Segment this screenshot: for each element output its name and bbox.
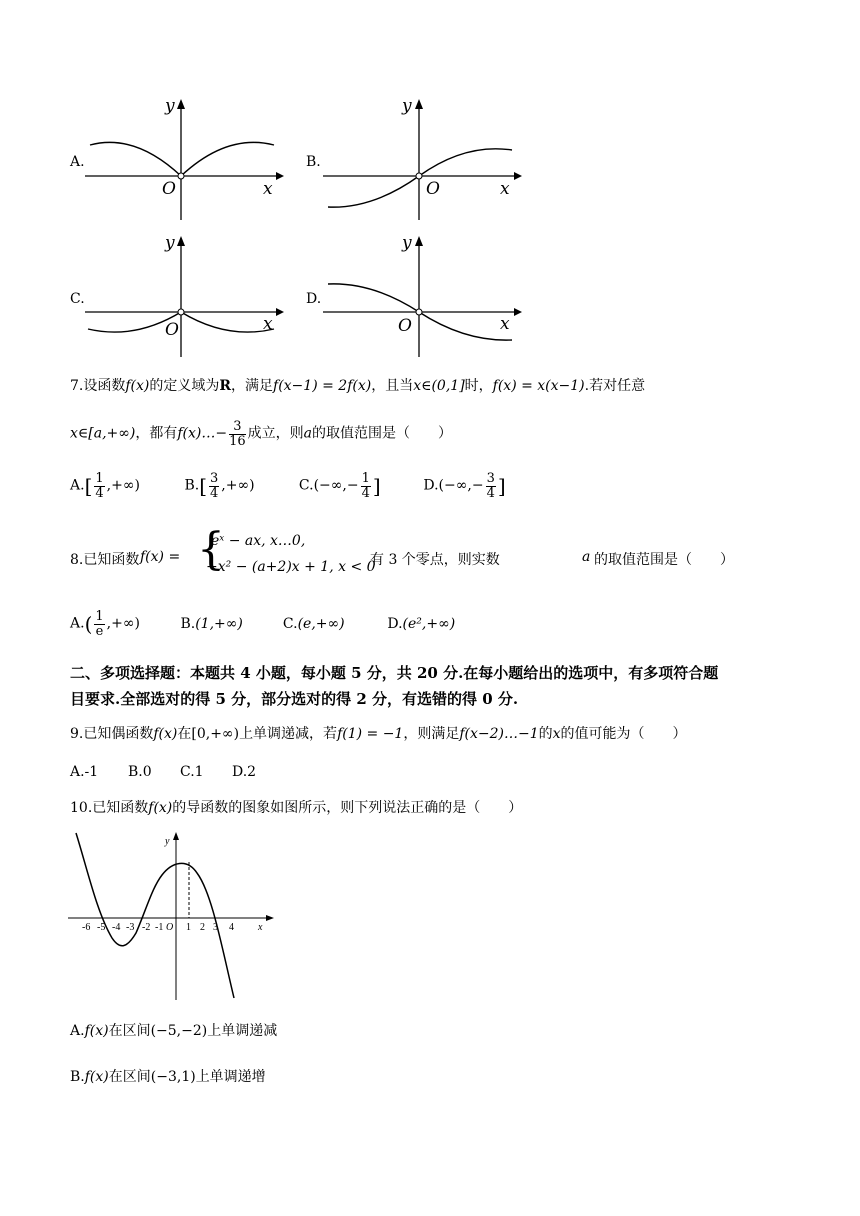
q8-case-1: eˣ − ax, x…0, — [211, 533, 306, 549]
q9-inequality: f(x−2)…−1 — [459, 726, 539, 742]
q7-fx: f(x) — [125, 378, 150, 394]
q8-fx: f(x) = — [140, 549, 181, 565]
tick-label: -1 — [155, 922, 164, 933]
tick-label: 1 — [186, 922, 191, 933]
q10-text: 的导函数的图象如图所示，则下列说法正确的是（ ） — [172, 800, 523, 816]
q10-option-b[interactable]: B.f(x)在区间(−3,1)上单调递增 — [70, 1069, 266, 1085]
graph-d-plot — [318, 232, 528, 362]
q9-text: 上单调递减，若 — [239, 726, 338, 742]
q7-text: 时， — [464, 378, 493, 394]
q9-text: 9.已知偶函数 — [70, 726, 154, 742]
origin-label: O — [426, 179, 440, 199]
q7-option-a[interactable]: A.[ $\frac{1}{4}$ ,+∞) — [70, 471, 140, 501]
q9-text: ，则满足 — [403, 726, 460, 742]
q9-text: 的 — [538, 726, 553, 742]
tick-label: -3 — [126, 922, 135, 933]
origin-label: O — [398, 316, 412, 336]
q7-text: 7.设函数 — [70, 378, 126, 394]
section-2-line-2: 目要求.全部选对的得 5 分，部分选对的得 2 分，有选错的得 0 分. — [70, 690, 519, 708]
q7-text: .若对任意 — [584, 378, 646, 394]
q10-text: 10.已知函数 — [70, 800, 149, 816]
q7-var-a: a — [303, 425, 313, 442]
axis-x-label: x — [500, 314, 510, 334]
q9-text: 的值可能为（ ） — [560, 726, 687, 742]
q8-brace: { — [197, 524, 225, 575]
option-label: D. — [306, 291, 322, 307]
q7-option-c[interactable]: C.(−∞,− $\frac{1}{4}$ ] — [298, 471, 381, 501]
q8-text: 的取值范围是（ ） — [594, 552, 734, 568]
q7-text: 的取值范围是（ ） — [312, 425, 453, 442]
q10-fx: f(x) — [148, 800, 173, 816]
graph-b-plot — [318, 95, 528, 225]
option-label: B. — [306, 154, 321, 170]
section-2-line-1: 二、多项选择题：本题共 4 小题，每小题 5 分，共 20 分.在每小题给出的选项中，有多项符合题 — [70, 664, 719, 682]
q9-var-x: x — [552, 726, 561, 742]
q7-option-d[interactable]: D.(−∞,− $\frac{3}{4}$ ] — [423, 471, 506, 501]
q7-real-set: R — [219, 378, 232, 394]
tick-label: -5 — [97, 922, 106, 933]
axis-y-label: y — [402, 233, 412, 253]
tick-label: -6 — [82, 922, 91, 933]
axis-x-label: x — [263, 314, 273, 334]
q8-var-a: a — [582, 549, 591, 565]
axis-x-label: x — [500, 179, 510, 199]
tick-label: -4 — [112, 922, 121, 933]
q7-equation-1: f(x−1) = 2f(x) — [273, 378, 372, 394]
axis-y-label: y — [402, 96, 412, 116]
q8-text: 有 3 个零点，则实数 — [370, 552, 500, 568]
q8-case-2: −x² − (a+2)x + 1, x < 0 — [206, 559, 376, 575]
q7-options — [70, 472, 543, 500]
q9-interval: [0,+∞) — [191, 726, 240, 742]
q8-option-a[interactable]: A.( $\frac{1}{e}$ ,+∞) — [70, 609, 140, 639]
tick-label: 4 — [229, 922, 234, 933]
graph-origin-label: O — [166, 922, 174, 933]
q9-option-a[interactable]: A.-1 — [70, 764, 99, 780]
q7-line-2 — [70, 420, 452, 448]
q7-text: 成立，则 — [247, 425, 304, 442]
axis-x-label: x — [263, 179, 273, 199]
q9-fx: f(x) — [153, 726, 178, 742]
q9-condition: f(1) = −1 — [337, 726, 404, 742]
origin-label: O — [162, 179, 176, 199]
q8-option-d[interactable]: D.(e²,+∞) — [387, 615, 456, 632]
tick-label: 2 — [200, 922, 205, 933]
derivative-graph — [62, 828, 282, 1003]
q9-option-d[interactable]: D.2 — [232, 764, 257, 780]
q10-line — [70, 801, 522, 815]
q7-option-b[interactable]: B.[ $\frac{3}{4}$ ,+∞) — [184, 471, 255, 501]
q7-domain-1: x∈(0,1] — [413, 378, 465, 394]
graph-x-label: x — [258, 922, 263, 933]
q8-option-b[interactable]: B.(1,+∞) — [180, 615, 243, 632]
q7-text: ，满足 — [231, 378, 274, 394]
origin-label: O — [165, 320, 179, 340]
q9-options — [70, 765, 284, 779]
q7-fraction: $\frac{3}{16}$ — [229, 419, 246, 449]
q10-option-a[interactable]: A.f(x)在区间(−5,−2)上单调递减 — [70, 1023, 278, 1039]
option-label: A. — [70, 154, 85, 170]
q7-inequality: f(x)…− — [177, 425, 228, 442]
q7-text: ，且当 — [371, 378, 414, 394]
graph-y-label: y — [165, 836, 170, 847]
q9-line — [70, 727, 687, 741]
tick-label: -2 — [142, 922, 151, 933]
axis-y-label: y — [165, 233, 175, 253]
q7-text: 的定义域为 — [149, 378, 220, 394]
axis-y-label: y — [165, 96, 175, 116]
q7-text: ，都有 — [135, 425, 178, 442]
q9-option-c[interactable]: C.1 — [180, 764, 204, 780]
q8-options — [70, 610, 487, 638]
q9-text: 在 — [177, 726, 192, 742]
q7-domain-2: x∈[a,+∞) — [70, 425, 136, 442]
q7-line-1 — [70, 379, 645, 393]
q8-option-c[interactable]: C.(e,+∞) — [282, 615, 345, 632]
option-label: C. — [70, 291, 85, 307]
graph-a-plot — [80, 95, 290, 225]
tick-label: 3 — [213, 922, 218, 933]
graph-c-plot — [80, 232, 290, 362]
q7-equation-2: f(x) = x(x−1) — [492, 378, 585, 394]
q8-text: 8.已知函数 — [70, 552, 140, 568]
q9-option-b[interactable]: B.0 — [128, 764, 152, 780]
